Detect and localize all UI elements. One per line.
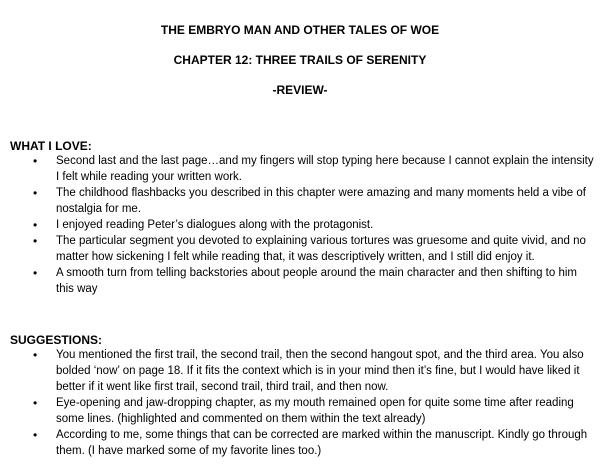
bullet-icon: • [33,234,38,248]
chapter-title: CHAPTER 12: THREE TRAILS OF SERENITY [173,53,427,67]
list-item-text: Second last and the last page…and my fingers will stop typing here because I cannot explain the intensity I felt while reading your written work. [56,155,594,183]
bullet-icon: • [33,186,38,200]
suggestions-heading: SUGGESTIONS: [10,333,103,347]
list-item [0,217,600,233]
suggestions-list [0,347,600,459]
bullet-icon: • [33,266,38,280]
list-item-text: I enjoyed reading Peter’s dialogues along with the protagonist. [56,219,374,231]
bullet-icon: • [33,348,38,362]
list-item [0,427,600,459]
review-label: -REVIEW- [272,83,328,97]
list-item [0,153,600,185]
bullet-icon: • [33,218,38,232]
list-item [0,395,600,427]
bullet-icon: • [33,396,38,410]
list-item [0,233,600,265]
list-item-text: A smooth turn from telling backstories about people around the main character and then shifting to him this way [56,267,577,295]
book-title: THE EMBRYO MAN AND OTHER TALES OF WOE [160,23,440,37]
list-item-text: According to me, some things that can be corrected are marked within the manuscript. Kindly go through them. (I have marked some of my favorite lines too.) [56,429,588,457]
what-i-love-heading: WHAT I LOVE: [10,139,92,153]
list-item [0,265,600,297]
list-item [0,185,600,217]
list-item-text: You mentioned the first trail, the second trail, then the second hangout spot, and the third area. You also bolded ‘now’ on page 18. If it fits the context which is in your mind then it’s fine, but I would have liked it better if it went like first trail, second trail, third trail, and then now. [56,349,584,393]
list-item [0,347,600,395]
list-item-text: Eye-opening and jaw-dropping chapter, as my mouth remained open for quite some time after reading some lines. (highlighted and commented on them within the text already) [56,397,574,425]
bullet-icon: • [33,154,38,168]
list-item-text: The particular segment you devoted to explaining various tortures was gruesome and quite vivid, and no matter how sickening I felt while reading that, it was descriptively written, and I still did enjoy it. [56,235,586,263]
bullet-icon: • [33,428,38,442]
what-i-love-list [0,153,600,297]
list-item-text: The childhood flashbacks you described in this chapter were amazing and many moments held a vibe of nostalgia for me. [56,187,586,215]
